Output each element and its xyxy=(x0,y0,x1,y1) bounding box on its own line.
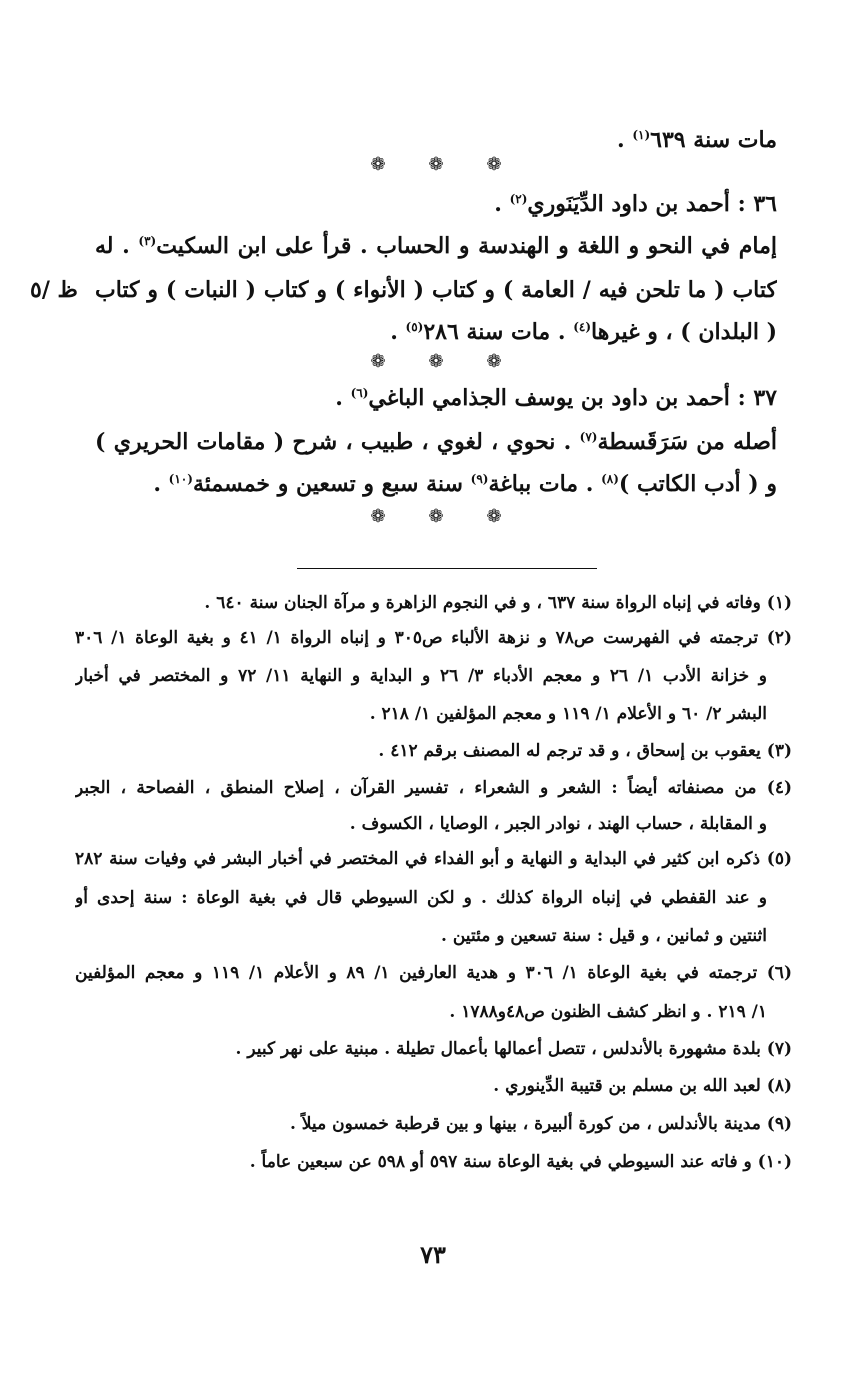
footnote-line: و خزانة الأدب ١/ ٢٦ و معجم الأدباء ٣/ ٢٦ و البداية و النهاية ١١/ ٧٢ و المختصر في أخبار xyxy=(75,666,767,686)
footnote-ref: (٨) xyxy=(601,472,619,486)
ornament-separator xyxy=(366,350,506,374)
footnote-line: (٩) مدينة بالأندلس ، من كورة ألبيرة ، بينها و بين قرطبة خمسون ميلاً . xyxy=(289,1114,792,1134)
main-text-line xyxy=(95,272,777,308)
main-text: . xyxy=(335,385,351,411)
footnote-ref: (٩) xyxy=(470,472,489,486)
flower-ornament-icon: ❁ xyxy=(486,351,502,372)
footnote-ref: (٥) xyxy=(405,320,424,334)
main-text: . xyxy=(494,191,510,217)
flower-ornament-icon: ❁ xyxy=(486,154,502,175)
footnote-line: (٤) من مصنفاته أيضاً : الشعر و الشعراء ، تفسير القرآن ، إصلاح المنطق ، الفصاحة ، الجبر xyxy=(75,778,792,798)
main-text: أصله من سَرَقَسطة xyxy=(597,429,777,455)
flower-ornament-icon: ❁ xyxy=(428,351,444,372)
footnote-line: (٦) ترجمته في بغية الوعاة ١/ ٣٠٦ و هدية العارفين ١/ ٨٩ و الأعلام ١/ ١١٩ و معجم المؤلفين xyxy=(75,963,792,983)
ornament-separator xyxy=(366,505,506,529)
main-text: . مات بباغة xyxy=(488,471,602,497)
footnote-line: (٣) يعقوب بن إسحاق ، و قد ترجم له المصنف برقم ٤١٢ . xyxy=(378,741,792,761)
footnote-line: و عند القفطي في إنباه الرواة كذلك . و لكن السيوطي قال في بغية الوعاة : سنة إحدى أو xyxy=(75,888,767,908)
footnote-line: (١٠) و فاته عند السيوطي في بغية الوعاة سنة ٥٩٧ أو ٥٩٨ عن سبعين عاماً . xyxy=(249,1152,792,1172)
margin-note: ظ /٥ xyxy=(30,277,78,303)
main-text-line xyxy=(95,228,777,264)
footnote-line: ١/ ٢١٩ . و انظر كشف الظنون ص٤٨و١٧٨٨ . xyxy=(449,1002,767,1022)
main-text-line xyxy=(95,424,777,460)
flower-ornament-icon: ❁ xyxy=(370,154,386,175)
main-text: إمام في النحو و اللغة و الهندسة و الحساب . قرأ على ابن السكيت xyxy=(156,233,777,259)
flower-ornament-icon: ❁ xyxy=(428,506,444,527)
footnote-line: البشر ٢/ ٦٠ و الأعلام ١/ ١١٩ و معجم المؤلفين ١/ ٢١٨ . xyxy=(369,704,767,724)
footnote-ref: (٧) xyxy=(579,430,598,444)
footnote-line: و المقابلة ، حساب الهند ، نوادر الجبر ، الوصايا ، الكسوف . xyxy=(349,814,767,834)
main-text-line xyxy=(95,314,777,350)
footnote-line: (١) وفاته في إنباه الرواة سنة ٦٣٧ ، و في النجوم الزاهرة و مرآة الجنان سنة ٦٤٠ . xyxy=(204,593,792,613)
footnote-line: (٨) لعبد الله بن مسلم بن قتيبة الدِّينوري . xyxy=(493,1076,792,1096)
footnote-ref: (١) xyxy=(632,128,651,142)
flower-ornament-icon: ❁ xyxy=(428,154,444,175)
main-text: ( البلدان ) ، و غيرها xyxy=(591,319,777,345)
ornament-separator xyxy=(366,153,506,177)
footnote-separator-rule xyxy=(297,568,597,569)
main-text: سنة سبع و تسعين و خمسمئة xyxy=(192,471,471,497)
footnote-line: (٢) ترجمته في الفهرست ص٧٨ و نزهة الألباء ص٣٠٥ و إنباه الرواة ١/ ٤١ و بغية الوعاة ١/ ٣٠٦ xyxy=(75,628,792,648)
footnote-ref: (٤) xyxy=(573,320,592,334)
flower-ornament-icon: ❁ xyxy=(370,506,386,527)
main-text: . xyxy=(390,319,406,345)
footnote-ref: (٦) xyxy=(350,386,369,400)
footnote-ref: (٢) xyxy=(509,192,528,206)
footnote-line: اثنتين و ثمانين ، و قيل : سنة تسعين و مئتين . xyxy=(441,926,767,946)
main-text: . xyxy=(153,471,169,497)
entry-heading xyxy=(95,186,777,222)
entry-title: ٣٦ : أحمد بن داود الدِّيَنَوري xyxy=(527,191,777,217)
main-text: . نحوي ، لغوي ، طبيب ، شرح ( مقامات الحريري ) xyxy=(95,429,580,455)
main-text: . له xyxy=(95,233,139,259)
entry-heading xyxy=(95,380,777,416)
main-text: . مات سنة ٢٨٦ xyxy=(423,319,574,345)
footnote-line: (٥) ذكره ابن كثير في البداية و النهاية و أبو الفداء في المختصر في أخبار البشر في وفيات سنة ٢٨٢ xyxy=(75,849,792,869)
footnote-ref: (١٠) xyxy=(168,472,193,486)
flower-ornament-icon: ❁ xyxy=(370,351,386,372)
main-text: . xyxy=(617,127,633,153)
entry-title: ٣٧ : أحمد بن داود بن يوسف الجذامي الباغي xyxy=(368,385,777,411)
main-text: و ( أدب الكاتب ) xyxy=(618,471,777,497)
footnote-line: (٧) بلدة مشهورة بالأندلس ، تتصل أعمالها بأعمال تطيلة . مبنية على نهر كبير . xyxy=(235,1039,792,1059)
flower-ornament-icon: ❁ xyxy=(486,506,502,527)
main-text: مات سنة ٦٣٩ xyxy=(650,127,777,153)
main-text-line xyxy=(95,466,777,502)
main-text: كتاب ( ما تلحن فيه / العامة ) و كتاب ( الأنواء ) و كتاب ( النبات ) و كتاب xyxy=(95,277,777,303)
page-number: ٧٣ xyxy=(420,1240,446,1269)
footnote-ref: (٣) xyxy=(138,234,157,248)
